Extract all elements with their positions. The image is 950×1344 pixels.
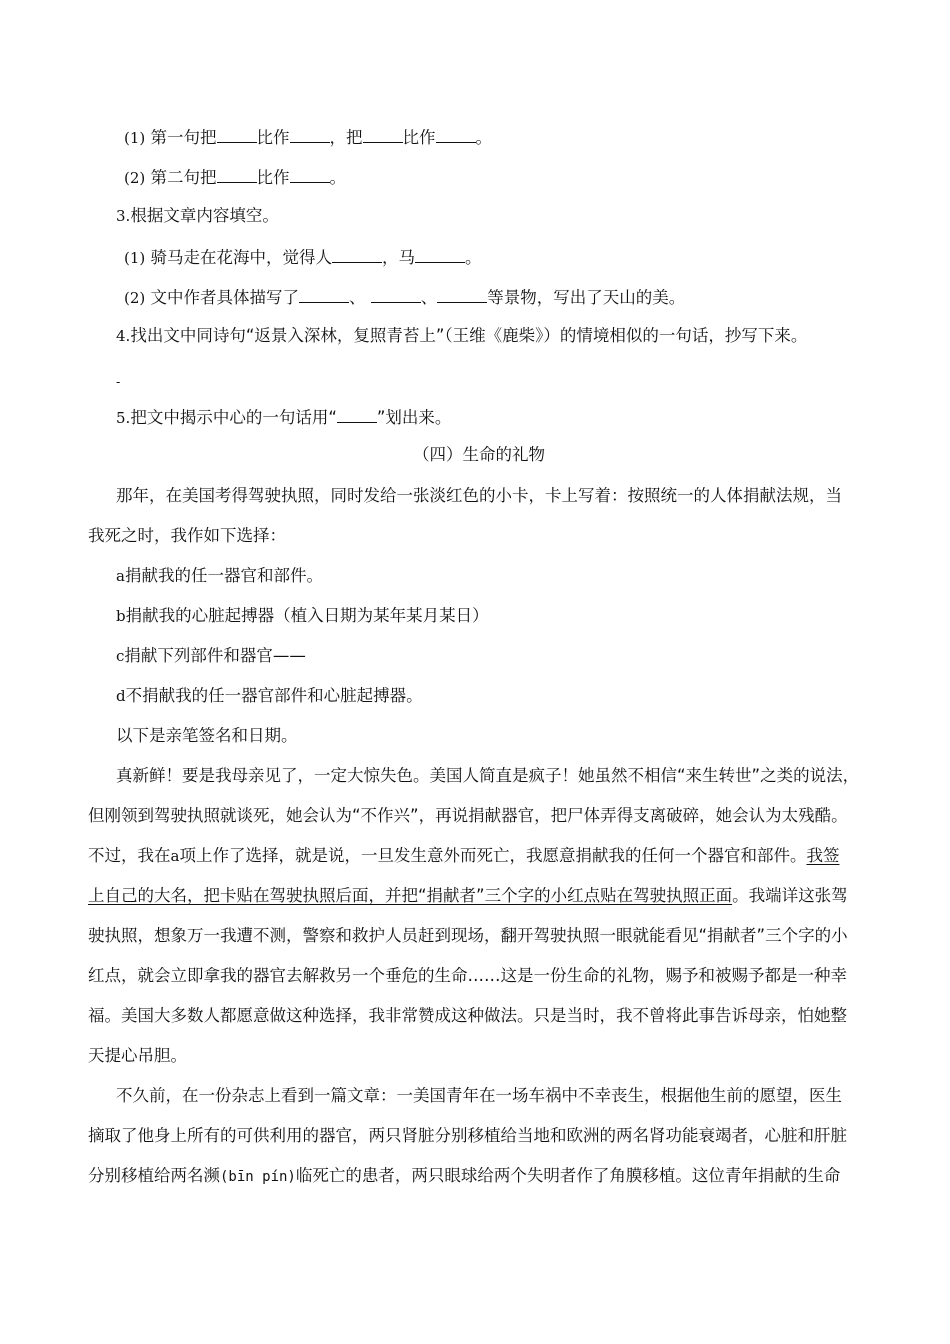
pinyin-annotation: (bīn pín)	[220, 1169, 296, 1185]
q2-item2	[124, 166, 904, 188]
q5-number: 5.	[116, 409, 131, 427]
option-b-letter: b	[116, 607, 126, 625]
answer-dash: -	[116, 375, 121, 389]
passage-p2-line7: 福。美国大多数人都愿意做这种选择，我非常赞成这种做法。只是当时，我不曾将此事告诉母亲，怕她整	[88, 1006, 847, 1025]
passage-p1-line2: 我死之时，我作如下选择：	[88, 526, 286, 545]
q2-item2-text-3: 。	[329, 168, 346, 187]
passage-p2-line4-text: 。我端详这张驾	[732, 886, 848, 905]
option-a-text: 捐献我的任一器官和部件。	[124, 566, 323, 585]
q3-item1-text-2: ，马	[382, 248, 415, 267]
option-c-letter: c	[116, 647, 125, 665]
section-title: （四）生命的礼物	[413, 445, 545, 464]
answer-blank[interactable]	[299, 286, 349, 303]
q2-item1-text-3: ，把	[329, 128, 363, 147]
passage-p2-line4	[88, 886, 868, 906]
q2-item2-text-2: 比作	[256, 168, 290, 187]
option-a	[116, 566, 896, 586]
answer-blank[interactable]	[217, 126, 257, 143]
passage-p2-line8: 天提心吊胆。	[88, 1046, 187, 1065]
answer-blank[interactable]	[415, 246, 465, 263]
passage-p2-line1: 真新鲜！要是我母亲见了，一定大惊失色。美国人简直是疯子！她虽然不相信“来生转世”之类的说法，	[116, 766, 860, 785]
answer-blank[interactable]	[371, 286, 421, 303]
q3-item1	[124, 246, 904, 268]
q4-heading	[116, 326, 896, 346]
passage-p2-line6: 红点，就会立即拿我的器官去解救另一个垂危的生命……这是一份生命的礼物，赐予和被赐予都是一种幸	[88, 966, 847, 985]
option-c-text: 捐献下列部件和器官——	[124, 646, 306, 665]
passage-p1-line1: 那年，在美国考得驾驶执照，同时发给一张淡红色的小卡，卡上写着：按照统一的人体捐献法规，当	[116, 486, 842, 505]
q5-text-2: ”划出来。	[376, 408, 452, 427]
option-b-text: 捐献我的心脏起搏器（植入日期为某年某月某日）	[125, 606, 489, 625]
passage-p2-line3-letter: a	[170, 847, 180, 865]
option-d	[116, 686, 896, 706]
answer-blank[interactable]	[217, 166, 257, 183]
passage-p3-line2: 摘取了他身上所有的可供利用的器官，两只肾脏分别移植给当地和欧洲的两名肾功能衰竭者，心脏和肝脏	[88, 1126, 847, 1145]
q3-item2-text-3: 、	[420, 288, 438, 307]
option-d-text: 不捐献我的任一器官部件和心脏起搏器。	[125, 686, 423, 705]
q3-item1-text-1: 骑马走在花海中，觉得人	[150, 248, 332, 267]
option-a-letter: a	[116, 567, 125, 585]
answer-blank[interactable]	[436, 126, 476, 143]
passage-p2-line2: 但刚领到驾驶执照就谈死，她会认为“不作兴”，再说捐献器官，把尸体弄得支离破碎，她会认为太残酷。	[88, 806, 848, 825]
option-b	[116, 606, 896, 626]
q5-heading	[116, 406, 896, 428]
q2-item1-text-5: 。	[475, 128, 492, 147]
q2-item1-number: (1)	[124, 129, 146, 147]
passage-p3-line3	[88, 1166, 868, 1187]
q3-item1-number: (1)	[124, 249, 146, 267]
passage-p3-line3-text-a: 分别移植给两名濒	[88, 1166, 220, 1185]
q3-item2-number: (2)	[124, 289, 146, 307]
q3-item1-text-3: 。	[465, 248, 482, 267]
q4-text: 找出文中同诗句“返景入深林，复照青苔上”（王维《鹿柴》）的情境相似的一句话，抄写下来。	[130, 326, 808, 345]
answer-blank[interactable]	[437, 286, 487, 303]
answer-blank[interactable]	[337, 406, 377, 423]
q3-heading	[116, 206, 896, 226]
q2-item2-number: (2)	[124, 169, 146, 187]
q2-item1-text-2: 比作	[256, 128, 290, 147]
q3-item2-text-1: 文中作者具体描写了	[150, 288, 299, 307]
q3-item2-text-4: 等景物，写出了天山的美。	[487, 288, 686, 307]
passage-p2-line3-text-a: 不过，我在	[88, 846, 171, 865]
option-d-letter: d	[116, 687, 126, 705]
q2-item1-text-1: 第一句把	[150, 128, 217, 147]
q2-item1	[124, 126, 904, 148]
passage-p2-line3	[88, 846, 868, 866]
q4-number: 4.	[116, 327, 131, 345]
underlined-sentence-start: 我签	[806, 846, 840, 865]
q3-item2	[124, 286, 904, 308]
q2-item1-text-4: 比作	[402, 128, 436, 147]
passage-p2-line3-text-b: 项上作了选择，就是说，一旦发生意外而死亡，我愿意捐献我的任何一个器官和部件。	[179, 846, 807, 865]
q3-text: 根据文章内容填空。	[130, 206, 279, 225]
signature-line: 以下是亲笔签名和日期。	[116, 726, 298, 745]
answer-blank[interactable]	[290, 126, 330, 143]
answer-blank[interactable]	[290, 166, 330, 183]
q5-text-1: 把文中揭示中心的一句话用“	[130, 408, 337, 427]
q2-item2-text-1: 第二句把	[150, 168, 217, 187]
answer-blank[interactable]	[332, 246, 382, 263]
q3-item2-text-2: 、	[349, 288, 366, 307]
option-c	[116, 646, 896, 666]
q3-number: 3.	[116, 207, 131, 225]
answer-blank[interactable]	[363, 126, 403, 143]
passage-p3-line3-text-b: 临死亡的患者，两只眼球给两个失明者作了角膜移植。这位青年捐献的生命	[295, 1166, 841, 1185]
passage-p3-line1: 不久前，在一份杂志上看到一篇文章：一美国青年在一场车祸中不幸丧生，根据他生前的愿望，医生	[116, 1086, 842, 1105]
underlined-sentence: 上自己的大名，把卡贴在驾驶执照后面，并把“捐献者”三个字的小红点贴在驾驶执照正面	[88, 886, 733, 905]
passage-p2-line5: 驶执照，想象万一我遭不测，警察和救护人员赶到现场，翻开驾驶执照一眼就能看见“捐献者”三个字的小	[88, 926, 848, 945]
